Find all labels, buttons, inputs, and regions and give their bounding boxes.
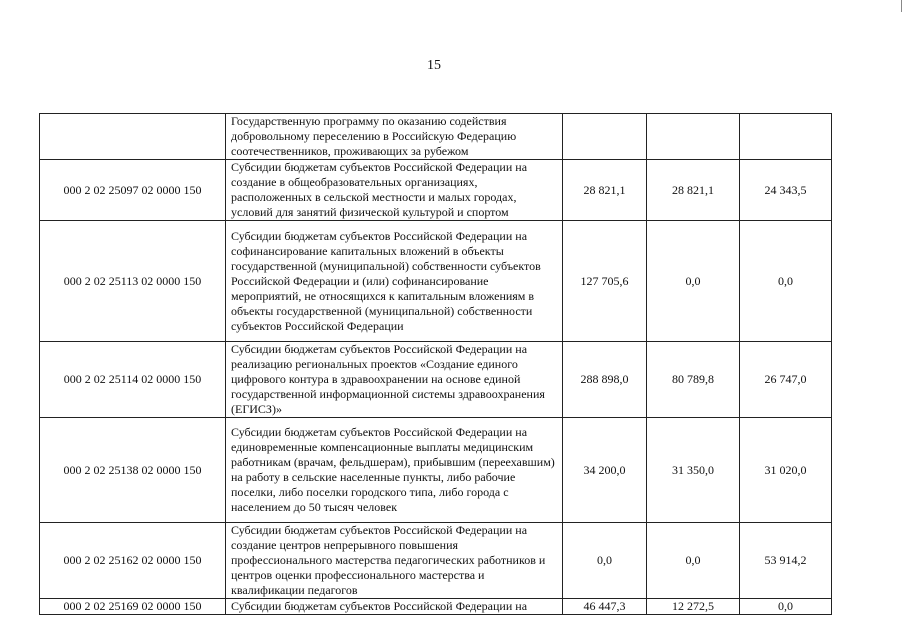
value-cell-year-1: 28 821,1 — [563, 160, 647, 221]
budget-code-cell: 000 2 02 25162 02 0000 150 — [40, 523, 226, 599]
scan-edge-mark — [901, 0, 902, 12]
description-cell: Государственную программу по оказанию содействия добровольному переселению в Российскую Федерацию соотечественников, проживающих за рубежом — [226, 114, 563, 160]
budget-code-cell — [40, 114, 226, 160]
value-cell-year-2: 28 821,1 — [647, 160, 740, 221]
value-cell-year-2 — [647, 114, 740, 160]
budget-table — [39, 113, 832, 615]
value-cell-year-3: 31 020,0 — [740, 418, 832, 523]
value-cell-year-1 — [563, 114, 647, 160]
value-cell-year-3: 0,0 — [740, 599, 832, 615]
value-cell-year-3: 24 343,5 — [740, 160, 832, 221]
value-cell-year-1: 46 447,3 — [563, 599, 647, 615]
budget-code-cell: 000 2 02 25113 02 0000 150 — [40, 221, 226, 342]
value-cell-year-3: 26 747,0 — [740, 342, 832, 418]
value-cell-year-3: 53 914,2 — [740, 523, 832, 599]
value-cell-year-1: 288 898,0 — [563, 342, 647, 418]
budget-code-cell: 000 2 02 25114 02 0000 150 — [40, 342, 226, 418]
table-row — [40, 221, 832, 342]
table-row — [40, 418, 832, 523]
table-row — [40, 114, 832, 160]
budget-code-cell: 000 2 02 25169 02 0000 150 — [40, 599, 226, 615]
value-cell-year-3 — [740, 114, 832, 160]
budget-code-cell: 000 2 02 25138 02 0000 150 — [40, 418, 226, 523]
table-row — [40, 342, 832, 418]
value-cell-year-1: 0,0 — [563, 523, 647, 599]
description-cell: Субсидии бюджетам субъектов Российской Федерации на софинансирование капитальных вложений в объекты государственной (муниципальной) собственности субъектов Российской Федерации и (или) софинансирование мероприятий, не относящихся к капитальным вложениям в объекты государственной (муниципальной) собственности субъектов Российской Федерации — [226, 221, 563, 342]
value-cell-year-1: 127 705,6 — [563, 221, 647, 342]
value-cell-year-2: 31 350,0 — [647, 418, 740, 523]
table-row — [40, 599, 832, 615]
description-cell: Субсидии бюджетам субъектов Российской Федерации на реализацию региональных проектов «Создание единого цифрового контура в здравоохранении на основе единой государственной информационной системы здравоохранения (ЕГИСЗ)» — [226, 342, 563, 418]
value-cell-year-1: 34 200,0 — [563, 418, 647, 523]
description-cell: Субсидии бюджетам субъектов Российской Федерации на создание в общеобразовательных организациях, расположенных в сельской местности и малых городах, условий для занятий физической культурой и спортом — [226, 160, 563, 221]
value-cell-year-2: 0,0 — [647, 221, 740, 342]
budget-code-cell: 000 2 02 25097 02 0000 150 — [40, 160, 226, 221]
description-cell: Субсидии бюджетам субъектов Российской Федерации на создание центров непрерывного повышения профессионального мастерства педагогических работников и центров оценки профессионального мастерства и квалификации педагогов — [226, 523, 563, 599]
description-cell: Субсидии бюджетам субъектов Российской Федерации на единовременные компенсационные выплаты медицинским работникам (врачам, фельдшерам), прибывшим (переехавшим) на работу в сельские населенные пункты, либо рабочие поселки, либо поселки городского типа, либо города с населением до 50 тысяч человек — [226, 418, 563, 523]
value-cell-year-2: 12 272,5 — [647, 599, 740, 615]
value-cell-year-3: 0,0 — [740, 221, 832, 342]
value-cell-year-2: 0,0 — [647, 523, 740, 599]
value-cell-year-2: 80 789,8 — [647, 342, 740, 418]
table-row — [40, 160, 832, 221]
description-cell: Субсидии бюджетам субъектов Российской Федерации на — [226, 599, 563, 615]
page-number: 15 — [427, 58, 441, 73]
table-row — [40, 523, 832, 599]
